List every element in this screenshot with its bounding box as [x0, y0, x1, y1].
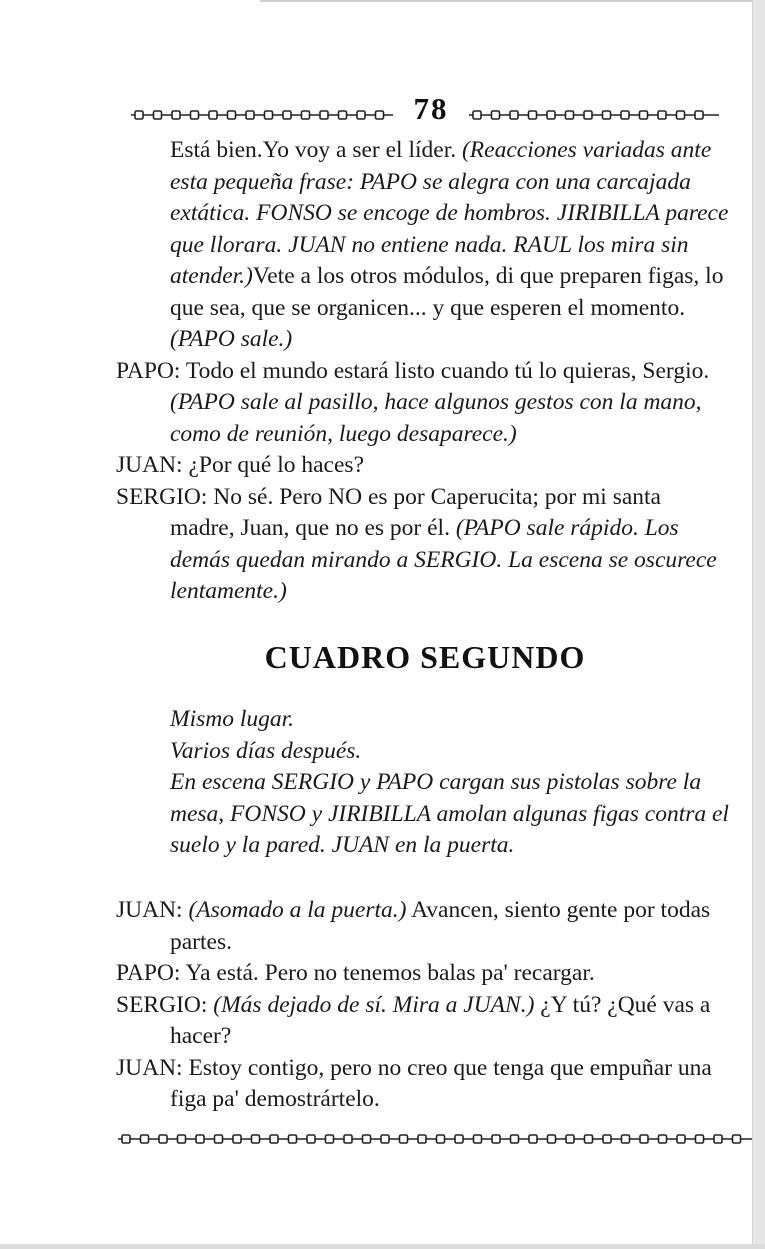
chain-link [418, 1135, 426, 1143]
chain-link [376, 111, 384, 119]
chain-link [640, 1135, 648, 1143]
chain-link [363, 1135, 371, 1143]
chain-link [658, 111, 666, 119]
chain-link [492, 1135, 500, 1143]
speaker-name: JUAN: [116, 1054, 183, 1081]
spoken-text: Avancen, siento gente por todas partes. [170, 897, 711, 955]
speaker-name: JUAN: [116, 897, 183, 923]
chain-ornament-bottom [118, 1134, 752, 1144]
chain-link [714, 1135, 722, 1143]
chain-link [529, 111, 537, 119]
chain-link [141, 1135, 149, 1143]
chain-link [233, 1135, 241, 1143]
stage-direction-line: Mismo lugar. [170, 706, 295, 732]
chain-link [733, 1135, 741, 1143]
chain-link [326, 1135, 334, 1143]
stage-note: (Más dejado de sí. Mira a JUAN.) [213, 991, 535, 1018]
dialogue-line [116, 450, 731, 482]
chain-link [154, 111, 162, 119]
chain-link [122, 1135, 130, 1143]
scene-title: CUADRO SEGUNDO [264, 639, 586, 675]
dialogue-line [116, 990, 731, 1053]
chain-link [585, 1135, 593, 1143]
dialogue-line [116, 958, 731, 990]
chain-link [548, 1135, 556, 1143]
chain-link [307, 1135, 315, 1143]
speaker-name: SERGIO: [116, 991, 208, 1018]
page-bottom-edge [0, 1244, 765, 1249]
chain-ornament-right [469, 110, 719, 120]
chain-link [640, 111, 648, 119]
dialogue-line [116, 356, 731, 451]
dialogue-line [116, 482, 731, 608]
chain-link [172, 111, 180, 119]
speaker-name: PAPO: [116, 357, 181, 384]
stage-note: (Reacciones variadas ante esta pequeña frase: PAPO se alegra con una carcajada extática. FONSO se encoge de hombros. JIRIBILLA parece que llorara. JUAN no entiene nada. RAUL los mira sin atender.) [170, 137, 729, 289]
chain-link [270, 1135, 278, 1143]
chain-link [209, 111, 217, 119]
stage-note: (PAPO sale rápido. Los demás quedan mirando a SERGIO. La escena se oscurece lentamente.) [170, 515, 717, 604]
page-right-edge [752, 0, 765, 1249]
page-header [126, 93, 726, 133]
chain-link [246, 111, 254, 119]
chain-link [135, 111, 143, 119]
chain-ornament-bottom-svg [118, 1134, 752, 1144]
chain-link [695, 111, 703, 119]
chain-link [566, 1135, 574, 1143]
chain-link [492, 111, 500, 119]
chain-link [381, 1135, 389, 1143]
chain-link [677, 1135, 685, 1143]
chain-link [621, 111, 629, 119]
chain-link [265, 111, 273, 119]
chain-link [659, 1135, 667, 1143]
chain-link [474, 1135, 482, 1143]
chain-link [357, 111, 365, 119]
page-number: 78 [413, 91, 449, 126]
spoken-text: Ya está. Pero no tenemos balas pa' recargar. [185, 960, 595, 986]
chain-ornament-left [131, 110, 393, 120]
page-top-edge [260, 0, 765, 2]
chain-link [191, 111, 199, 119]
spoken-text: Todo el mundo estará listo cuando tú lo quieras, Sergio. [185, 357, 710, 384]
chain-link [178, 1135, 186, 1143]
stage-note: (PAPO sale al pasillo, hace algunos gestos con la mano, como de reunión, luego desaparece.) [170, 389, 702, 447]
stage-note: (PAPO sale.) [170, 326, 293, 352]
spoken-text: ¿Por qué lo haces? [188, 452, 364, 478]
chain-link [283, 111, 291, 119]
chain-link [228, 111, 236, 119]
chain-link [622, 1135, 630, 1143]
dialogue-line [116, 895, 731, 958]
dialogue-block-2 [116, 895, 731, 1116]
stage-direction [170, 704, 740, 862]
chain-link [511, 1135, 519, 1143]
speaker-name: JUAN: [116, 452, 183, 478]
chain-link [437, 1135, 445, 1143]
chain-link [215, 1135, 223, 1143]
chain-ornament-left-svg [131, 110, 393, 120]
stage-direction-line: Varios días después. [170, 737, 362, 764]
chain-link [455, 1135, 463, 1143]
chain-ornament-right-svg [469, 110, 719, 120]
chain-link [566, 111, 574, 119]
chain-link [339, 111, 347, 119]
spoken-text: Estoy contigo, pero no creo que tenga que empuñar una figa pa' demostrártelo. [170, 1054, 712, 1112]
speaker-name: SERGIO: [116, 483, 208, 510]
chain-link [302, 111, 310, 119]
stage-note: (Asomado a la puerta.) [188, 897, 407, 923]
chain-link [289, 1135, 297, 1143]
chain-link [510, 111, 518, 119]
spoken-text: ¿Y tú? ¿Qué vas a hacer? [170, 991, 711, 1049]
chain-link [603, 111, 611, 119]
speaker-name: PAPO: [116, 960, 181, 986]
chain-link [344, 1135, 352, 1143]
spoken-text: Está bien.Yo voy a ser el líder. [170, 137, 462, 163]
chain-link [696, 1135, 704, 1143]
chain-link [196, 1135, 204, 1143]
chain-link [159, 1135, 167, 1143]
spoken-text: No sé. Pero NO es por Caperucita; por mi santa madre, Juan, que no es por él. [170, 483, 661, 541]
stage-direction-line: En escena SERGIO y PAPO cargan sus pistolas sobre la mesa, FONSO y JIRIBILLA amolan algunas figas contra el suelo y la pared. JUAN en la puerta. [170, 769, 729, 858]
chain-link [320, 111, 328, 119]
chain-link [547, 111, 555, 119]
spoken-text: Vete a los otros módulos, di que preparen figas, lo que sea, que se organicen... y que esperen el momento. [170, 263, 724, 321]
chain-link [603, 1135, 611, 1143]
chain-link [529, 1135, 537, 1143]
chain-link [252, 1135, 260, 1143]
dialogue-line [116, 135, 731, 356]
dialogue-line [116, 1053, 731, 1116]
chain-link [400, 1135, 408, 1143]
dialogue-block-1 [116, 135, 731, 608]
chain-link [584, 111, 592, 119]
chain-link [677, 111, 685, 119]
chain-link [473, 111, 481, 119]
